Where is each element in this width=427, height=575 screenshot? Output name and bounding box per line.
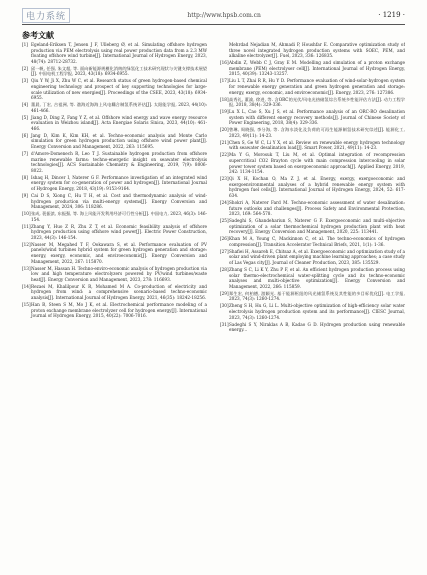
reference-item [220,200,405,217]
reference-item [220,249,405,266]
reference-number: [28] [220,267,229,273]
reference-number: [4] [22,102,28,108]
reference-number: [29] [220,290,229,296]
reference-item [22,115,207,132]
reference-number: [22] [220,152,229,158]
reference-number: [25] [220,218,229,224]
reference-item [22,266,207,283]
reference-text: Abdin Z, Webb C J, Gray E M. Modelling and simulation of a proton exchange membrane (PEM) electrolyser cell[J]. International Journal of Hydrogen Energy, 2015, 40(39): 13243-13257. [229,60,405,77]
reference-item [220,236,405,247]
reference-number: [23] [220,176,229,182]
reference-item [22,211,207,222]
reference-number: [7] [22,151,28,157]
reference-number: [27] [220,248,229,254]
reference-text: Egeland-Eriksen T, Jensen J F, Ulleberg Ø, et al. Simulating offshore hydrogen production via PEM electrolysis using real power production data from a 2.3 MW floating offshore wind turbine[J]. International Journal of Hydrogen Energy, 2023, 48(74): 28712-28732. [31,42,207,64]
reference-number: [11] [22,223,31,229]
reference-text: Jang D, Kim K, Kim KH, et al. Techno-economic analysis and Monte Carlo simulation for green hydrogen production using offshore wind power plant[J]. Energy Conversion and Management, 2022, 263: 115695. [31,132,207,150]
reference-item [22,175,207,192]
reference-item [22,66,207,77]
reference-number: [8] [22,174,28,180]
reference-number: [19] [220,109,229,115]
references-heading: 参考文献 [22,31,54,40]
reference-item [22,284,207,301]
reference-text: Shokri A, Naterer Fard M. Techno-economic assessment of water desalination: future outlooks and challenges[J]. Process Safety and Environmental Protection, 2023, 169: 564-578. [229,199,405,217]
reference-text: Sadeghi S Y, Niraklas A B, Kadao G D. Hydrogen production using renewable energy... [229,321,405,333]
page-number: · 1219 · [378,11,405,19]
reference-text: Khan M A, Young C, Mackinnon C, et al. The techno-economics of hydrogen compression[J]. Transition Accelerator Technical Briefs, 2021, 1(1): 1-36. [229,236,405,247]
reference-item [220,267,405,289]
reference-text: Sadeghi S, Ghandehariun S, Naterer G F. Exergoeconomic and multi-objective optimization of a solar thermochemical hydrogen production plant with heat recovery[J]. Energy Conversion and Management, 2020, 225: 113441. [229,218,405,235]
reference-text: Ma Y G, Morosuk T, Liu M, et al. Optimal integration of recompression supercritical CO2 Brayton cycle with main compression intercooling in solar power tower system based on exergoeconomic approach[J]. Applied Energy, 2019, 242: 1134-1154. [229,152,405,175]
reference-item [220,176,405,198]
reference-item [220,78,405,95]
reference-text: Zhang Y, Huo Z R, Zhu Z T, et al. Economic feasibility analysis of offshore hydrogen production using offshore wind power[J]. Electric Power Construction, 2023, 44(3): 146-154. [31,223,207,240]
reference-item [220,303,405,320]
reference-text: 邱一帆, 任强, 朱文超, 等. 面向新能源规模化消纳的绿氢化工技术研究现状与关键支撑技术展望[J]. 中国电机工程学报, 2023, 43(18): 6934-6955. [31,65,207,77]
reference-item [220,127,405,138]
reference-text: Lu X L, Cao S, Xu J S, et al. Performance analysis of an ORC-RO desalination system with different energy recovery methods[J]. Journal of Chinese Society of Power Engineering, 2018, 38(4): 329-336. [229,109,405,126]
reference-item [22,193,207,210]
reference-number: [3] [22,78,28,84]
reference-text: 曾琳, 周晓强, 李分海, 等. 含海水淡化及负荷的可再生能源制氢技术研究综述[J]. 能源化工, 2023, 49(11): 14-23. [229,127,405,138]
reference-item [220,218,405,235]
reference-item [22,242,207,264]
reference-number [220,42,229,59]
reference-item [220,60,405,77]
reference-number: [1] [22,42,28,47]
reference-number: [6] [22,132,28,138]
reference-text: Zheng S H, Hu G, Li L. Multi-objective optimization of high-efficiency solar water electrolysis hydrogen production system and its performance[J]. CIESC Journal, 2023, 74(3): 1260-1274. [229,303,405,320]
reference-number: [18] [220,96,229,102]
reference-number: [16] [220,60,229,66]
reference-number: [10] [22,211,31,217]
reference-item [220,97,405,108]
reference-text: Ishaq H, Dincer I, Naterer G F. Performance investigation of an integrated wind energy system for co-generation of power and hydrogen[J]. International Journal of Hydrogen Energy, 2018, 43(19): 9153-9164. [31,174,207,191]
reference-number: [2] [22,65,28,71]
reference-text: 郑生宏, 何柏德, 游颖光. 基于能源枢纽的风光储氢系统及其性能的多目标优化[J]. 电工学报, 2023, 74(3): 1260-1274. [229,290,405,302]
reference-number: [24] [220,199,229,205]
reference-item [220,42,405,59]
journal-url: http://www.hpsb.com.cn [187,11,261,19]
journal-logo: 电力系统 [22,8,70,23]
references-column-left [22,42,207,567]
reference-number: [15] [22,302,31,307]
reference-text: Mehrdad Nejadian M, Ahmadi P, Houshfar E. Comparative optimization study of three novel integrated hydrogen production systems with SOEC, PEM, and alkaline electrolyzer[J]. Fuel, 2023, 336: 126835. [229,42,405,59]
page-header [22,6,405,25]
reference-item [22,42,207,64]
reference-number: [17] [220,78,229,84]
reference-text: Qi X H, Kochan O, Ma Z J, et al. Energy, exergy, exergoeconomic and exergoenvironmental analyses of a hybrid renewable energy system with hydrogen fuel cells[J]. International Journal of Hydrogen Energy, 2024, 52: 617-634. [229,176,405,198]
reference-text: 张成, 裴振滨, 东振强, 等. 海上风能开发利用经济可行性分析[J]. 中国电力, 2023, 46(3): 146-154. [31,211,207,222]
reference-number: [26] [220,236,229,242]
reference-item [220,140,405,151]
reference-text: 高秀礼, 董渝, 徐进, 等. 含ORC的光伏/风电光热储氢综合系统多性能评估方法[J]. 动力工程学报, 2018, 38(4): 329-336. [229,96,405,108]
reference-item [22,133,207,150]
reference-text: Rezaei M, Khalilpour K R, Mohamed M A. Co-production of electricity and hydrogen from wind: a comprehensive scenario-based techno-economic analysis[J]. International Journal of Hydrogen Energy, 2021, 46(35): 18242-18256. [31,283,207,301]
reference-item [220,291,405,302]
reference-number: [31] [220,321,229,327]
reference-text: Zhang S C, Li K Y, Zhu P F, et al. An efficient hydrogen production process using solar thermo-electrochemical water-splitting cycle and its techno-economic analyses and multi-objective optimization[J]. Energy Conversion and Management, 2022, 266: 115859. [229,267,405,289]
reference-number: [14] [22,283,31,289]
reference-number: [20] [220,127,229,133]
reference-text: Nasser M, Hassan H. Techno-enviro-economic analysis of hydrogen production via low and high temperature electrolyzers powered by PV/wind turbines/waste heat[J]. Energy Conversion and Management, 2023, 278: 116693. [31,265,207,282]
reference-number: [13] [22,265,31,271]
reference-item [22,78,207,100]
reference-text: Qiu Y W, Ji X, Zhu W C, et al. Research status of green hydrogen-based chemical engineering technology and prospect of key supporting technologies for large-scale utilization of new energies[J]. Proceedings of the CSEE, 2023, 43(18): 6934-6955. [31,78,207,101]
reference-text: Nasser M, Megahed T F, Ookawara S, et al. Performance evaluation of PV panels/wind turbines hybrid system for green hydrogen generation and storage: energy, exergy, economic, and enviroeconomic[J]. Energy Conversion and Management, 2022, 267: 115870. [31,241,207,264]
reference-number: [5] [22,114,28,120]
reference-text: Shafiei H, Assareh E, Chitsaz A, et al. Exergoeconomic and optimization study of a solar and wind-driven plant employing machine learning approaches; a case study of Las Vegas city[J]. Journal of Cleaner Production, 2023, 385: 135529. [229,248,405,266]
reference-text: Cai D S, Xiong C, Hu T H, et al. Cost and thermodynamic analysis of wind-hydrogen production via multi-energy systems[J]. Energy Conversion and Management, 2024, 306: 118286. [31,192,207,210]
reference-item [22,302,207,319]
reference-text: Han B, Steen S M, Mo J K, et al. Electrochemical performance modeling of a proton exchange membrane electrolyzer cell for hydrogen energy[J]. International Journal of Hydrogen Energy, 2015, 40(22): 7006-7016. [31,302,207,319]
reference-text: Liu L T, Zhai R R, Hu Y D. Performance evaluation of wind-solar-hydrogen system for renewable energy generation and green hydrogen generation and storage: energy, exergy, economic, and enviroeconomic[J]. Energy, 2023, 276: 127386. [229,78,405,95]
reference-text: Chen S, Ge W C, Li Y X, et al. Review on renewable energy hydrogen technology with seawater desalination load[J]. Smart Power, 2021, 49(11): 14-23. [229,139,405,151]
reference-text: Jiang D, Ding Z, Fang Y Z, et al. Offshore wind energy and wave energy resource evaluation in Weizhou island[J]. Acta Energiae Solaris Sinica, 2023, 44(10): 461-466. [31,114,207,131]
reference-item [22,151,207,173]
reference-number: [12] [22,241,31,247]
reference-item [22,102,207,113]
reference-number: [9] [22,192,28,198]
reference-item [220,109,405,126]
reference-text: 董晨, 丁宏, 吉祖洲, 等. 渤海近海海上风电耦合制氢系统评估[J]. 太阳能学报, 2023, 44(10): 461-466. [31,102,207,113]
reference-text: d'Amore-Domenech R, Leo T J. Sustainable hydrogen production from offshore marine renewable farms: techno-energetic insight on seawater electrolysis technologies[J]. ACS Sustainable Chemistry & Engineering, 2019, 7(9): 8006-8022. [31,151,207,173]
reference-item [220,322,405,333]
reference-number: [21] [220,139,229,145]
reference-number: [30] [220,303,229,309]
reference-item [220,152,405,174]
reference-item [22,224,207,241]
references-column-right [220,42,405,567]
